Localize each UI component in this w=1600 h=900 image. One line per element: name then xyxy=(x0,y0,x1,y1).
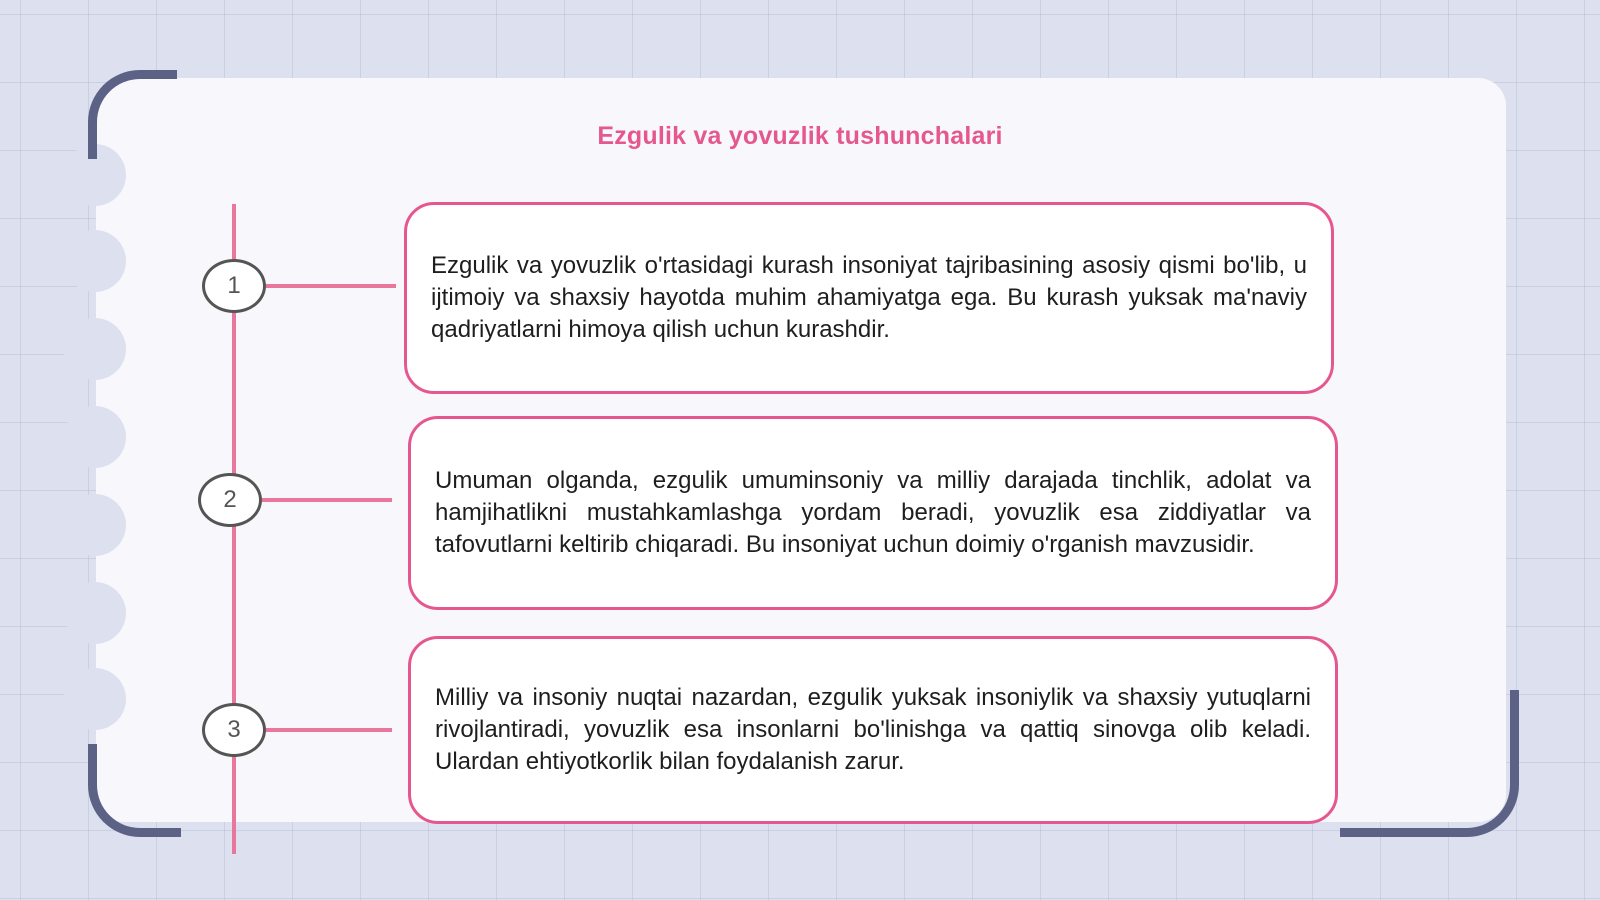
step-number-1: 1 xyxy=(202,259,266,313)
step-number-3: 3 xyxy=(202,703,266,757)
text-card-3 xyxy=(408,636,1338,824)
corner-bracket-bottom-right xyxy=(1340,690,1519,837)
timeline-connector xyxy=(266,284,396,288)
paper-scallop xyxy=(64,494,126,556)
text-card-2 xyxy=(408,416,1338,610)
card-text: Umuman olganda, ezgulik umuminsoniy va milliy darajada tinchlik, adolat va hamjihatlikni mustahkamlashga yordam beradi, yovuzlik esa ziddiyatlar va tafovutlarni keltirib chiqaradi. Bu insoniyat uchun doimiy o'rganish mavzusidir. xyxy=(435,467,1311,558)
slide-title: Ezgulik va yovuzlik tushunchalari xyxy=(597,122,1003,150)
paper-scallop xyxy=(64,582,126,644)
paper-scallop xyxy=(64,230,126,292)
timeline-connector xyxy=(262,498,392,502)
timeline-connector xyxy=(266,728,392,732)
card-text: Ezgulik va yovuzlik o'rtasidagi kurash insoniyat tajribasining asosiy qismi bo'lib, u ijtimoiy va shaxsiy hayotda muhim ahamiyatga ega. Bu kurash yuksak ma'naviy qadriyatlarni himoya qilish uchun kurashdir. xyxy=(431,252,1307,343)
corner-bracket-bottom-left xyxy=(88,744,181,837)
paper-scallop xyxy=(64,406,126,468)
step-number-2: 2 xyxy=(198,473,262,527)
card-text: Milliy va insoniy nuqtai nazardan, ezgulik yuksak insoniylik va shaxsiy yutuqlarni rivojlantiradi, yovuzlik esa insonlarni bo'linishga va qattiq sinovga olib keladi. Ulardan ehtiyotkorlik bilan foydalanish zarur. xyxy=(435,684,1311,775)
paper-scallop xyxy=(64,318,126,380)
paper-scallop xyxy=(64,668,126,730)
text-card-1 xyxy=(404,202,1334,394)
